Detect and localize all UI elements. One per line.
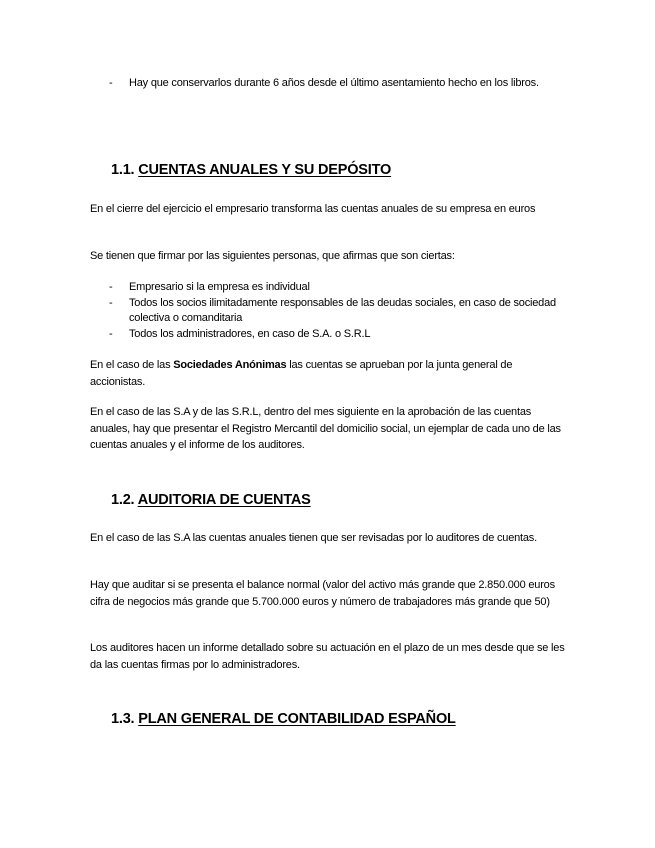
list-item-text: Hay que conservarlos durante 6 años desde el último asentamiento hecho en los libros.: [129, 77, 539, 89]
section-number: 1.2.: [111, 492, 135, 508]
list-marker: -: [109, 296, 113, 309]
section-title: PLAN GENERAL DE CONTABILIDAD ESPAÑOL: [138, 711, 456, 727]
section-number: 1.3.: [111, 711, 135, 727]
paragraph-cierre-ejercicio: En el cierre del ejercicio el empresario transforma las cuentas anuales de su empresa en euros: [90, 203, 536, 215]
paragraph-informe-auditores: Los auditores hacen un informe detallado sobre su actuación en el plazo de un mes desde que se les da las cuentas firmas por lo administradores.: [90, 642, 565, 671]
section-heading-1-2: [111, 491, 311, 509]
top-bullet-list: [109, 76, 569, 92]
paragraph-bold-text: Sociedades Anónimas: [173, 359, 287, 371]
section-heading-1-1: [111, 161, 391, 179]
list-item: [109, 296, 569, 327]
section-title: CUENTAS ANUALES Y SU DEPÓSITO: [138, 162, 392, 178]
paragraph-sociedades-anonimas: [90, 357, 565, 390]
list-marker: -: [109, 281, 113, 293]
list-marker: -: [109, 77, 113, 89]
section-number: 1.1.: [111, 162, 135, 178]
paragraph-text: las cuentas se aprueban por la junta general de accionistas.: [90, 359, 513, 388]
list-item: [109, 280, 569, 296]
paragraph-balance-normal: Hay que auditar si se presenta el balance normal (valor del activo más grande que 2.850.000 euros cifra de negocios más grande que 5.700.000 euros y número de trabajadores más grande que 50): [90, 579, 555, 608]
paragraph-text: En el caso de las: [90, 359, 174, 371]
paragraph-revision-auditores: En el caso de las S.A las cuentas anuales tienen que ser revisadas por lo auditores de cuentas.: [90, 532, 537, 544]
list-item-text: Empresario si la empresa es individual: [129, 281, 310, 293]
paragraph-registro-mercantil: En el caso de las S.A y de las S.R.L, dentro del mes siguiente en la aprobación de las cuentas anuales, hay que presentar el Registro Mercantil del domicilio social, un ejemplar de cada uno de las cuentas anuales y el informe de los auditores.: [90, 406, 561, 451]
list-item-text: Todos los socios ilimitadamente responsables de las deudas sociales, en caso de sociedad colectiva o comanditaria: [129, 296, 556, 324]
list-item: [109, 327, 569, 343]
paragraph-firmas: Se tienen que firmar por las siguientes personas, que afirmas que son ciertas:: [90, 250, 455, 262]
section-title: AUDITORIA DE CUENTAS: [137, 492, 311, 508]
list-item-text: Todos los administradores, en caso de S.A. o S.R.L: [129, 327, 371, 340]
section-heading-1-3: [111, 710, 456, 728]
signers-list: [109, 280, 569, 342]
list-item: [109, 76, 569, 92]
list-marker: -: [109, 327, 113, 340]
